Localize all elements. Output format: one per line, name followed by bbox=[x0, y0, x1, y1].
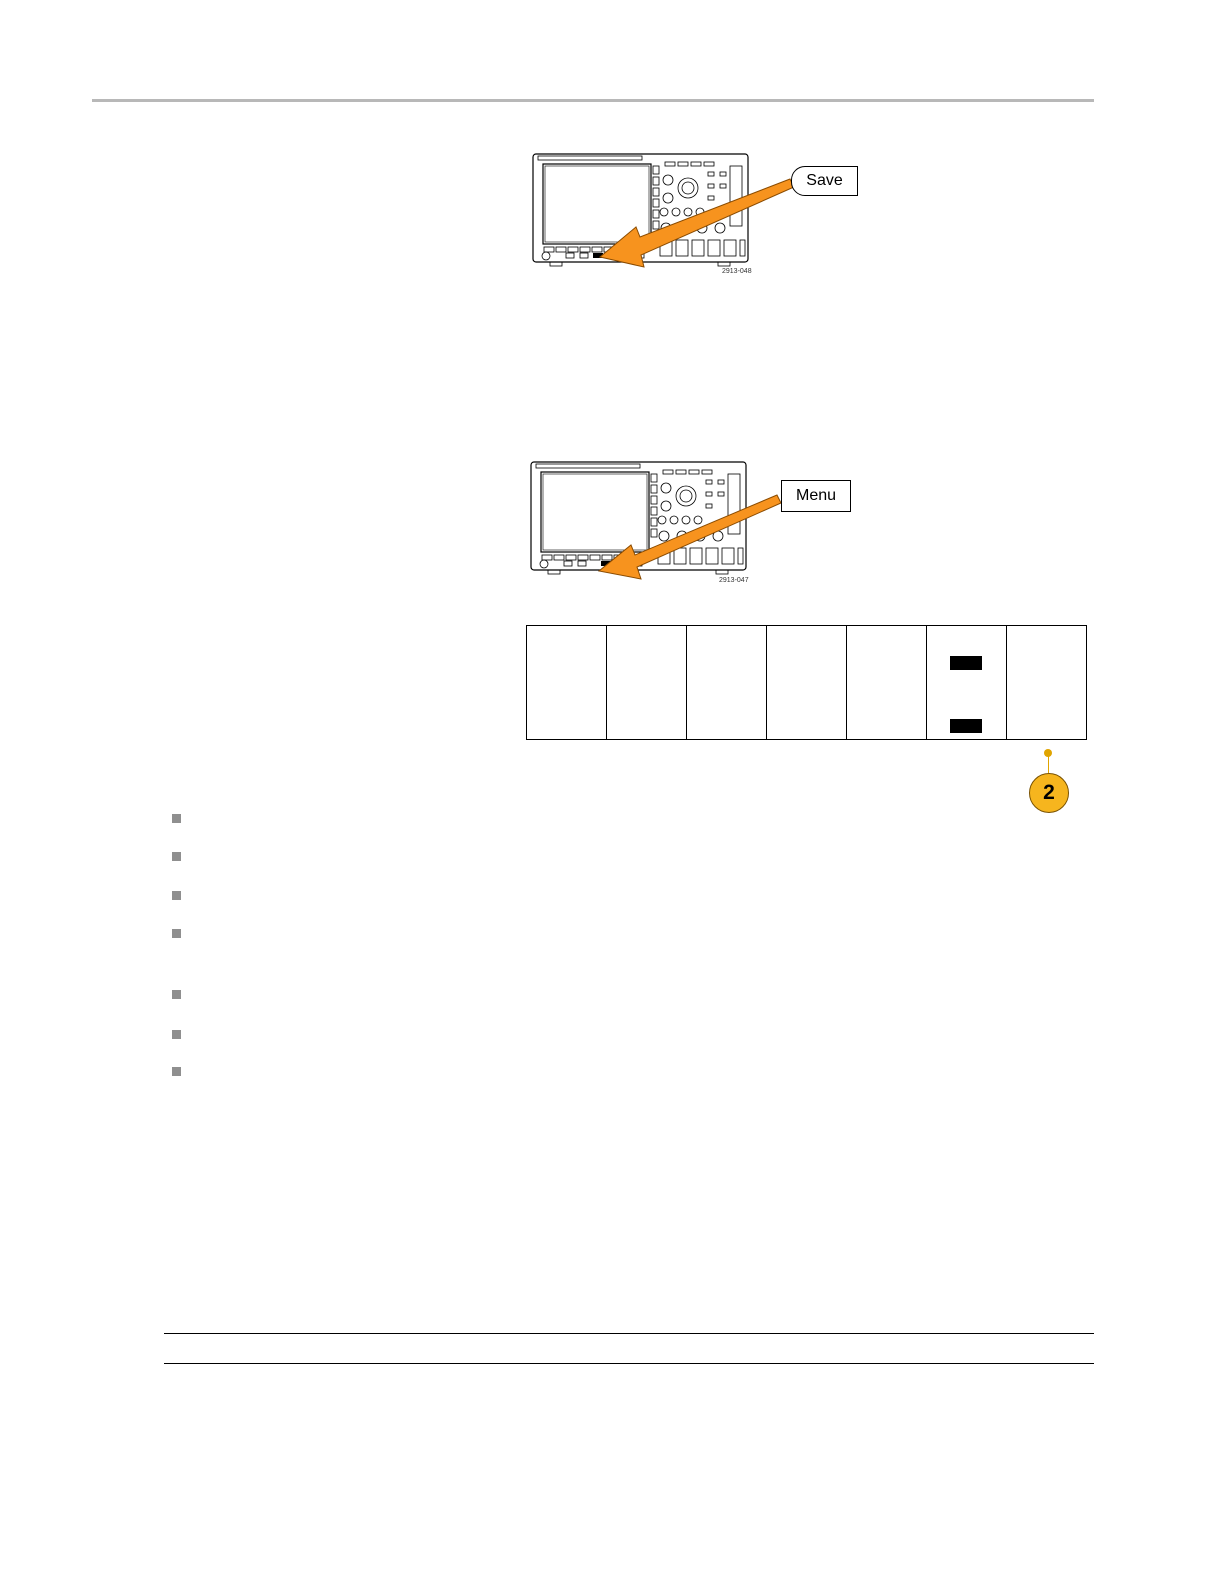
square-bullet-icon bbox=[172, 929, 181, 938]
figure-code: 2913-047 bbox=[719, 577, 749, 584]
menu-button-callout: Menu bbox=[781, 480, 851, 512]
footer-rule-top bbox=[164, 1333, 1094, 1334]
figure-code: 2913-048 bbox=[722, 268, 752, 275]
square-bullet-icon bbox=[172, 1067, 181, 1076]
square-bullet-icon bbox=[172, 852, 181, 861]
softkey-button[interactable] bbox=[1007, 626, 1086, 739]
softkey-button[interactable] bbox=[607, 626, 687, 739]
footer-rule-bottom bbox=[164, 1363, 1094, 1364]
save-button-callout: Save bbox=[791, 166, 858, 196]
pointer-arrow-icon bbox=[580, 165, 810, 275]
option-highlight-block bbox=[950, 656, 982, 670]
square-bullet-icon bbox=[172, 1030, 181, 1039]
pointer-arrow-icon bbox=[585, 485, 795, 585]
badge-leader-dot bbox=[1044, 749, 1052, 757]
softkey-menu bbox=[526, 625, 1087, 740]
step-badge: 2 bbox=[1029, 773, 1069, 813]
softkey-button-selected[interactable] bbox=[927, 626, 1007, 739]
square-bullet-icon bbox=[172, 891, 181, 900]
option-highlight-block bbox=[950, 719, 982, 733]
square-bullet-icon bbox=[172, 814, 181, 823]
header-rule bbox=[92, 99, 1094, 102]
softkey-button[interactable] bbox=[847, 626, 927, 739]
softkey-button[interactable] bbox=[687, 626, 767, 739]
softkey-button[interactable] bbox=[767, 626, 847, 739]
softkey-button[interactable] bbox=[527, 626, 607, 739]
square-bullet-icon bbox=[172, 990, 181, 999]
